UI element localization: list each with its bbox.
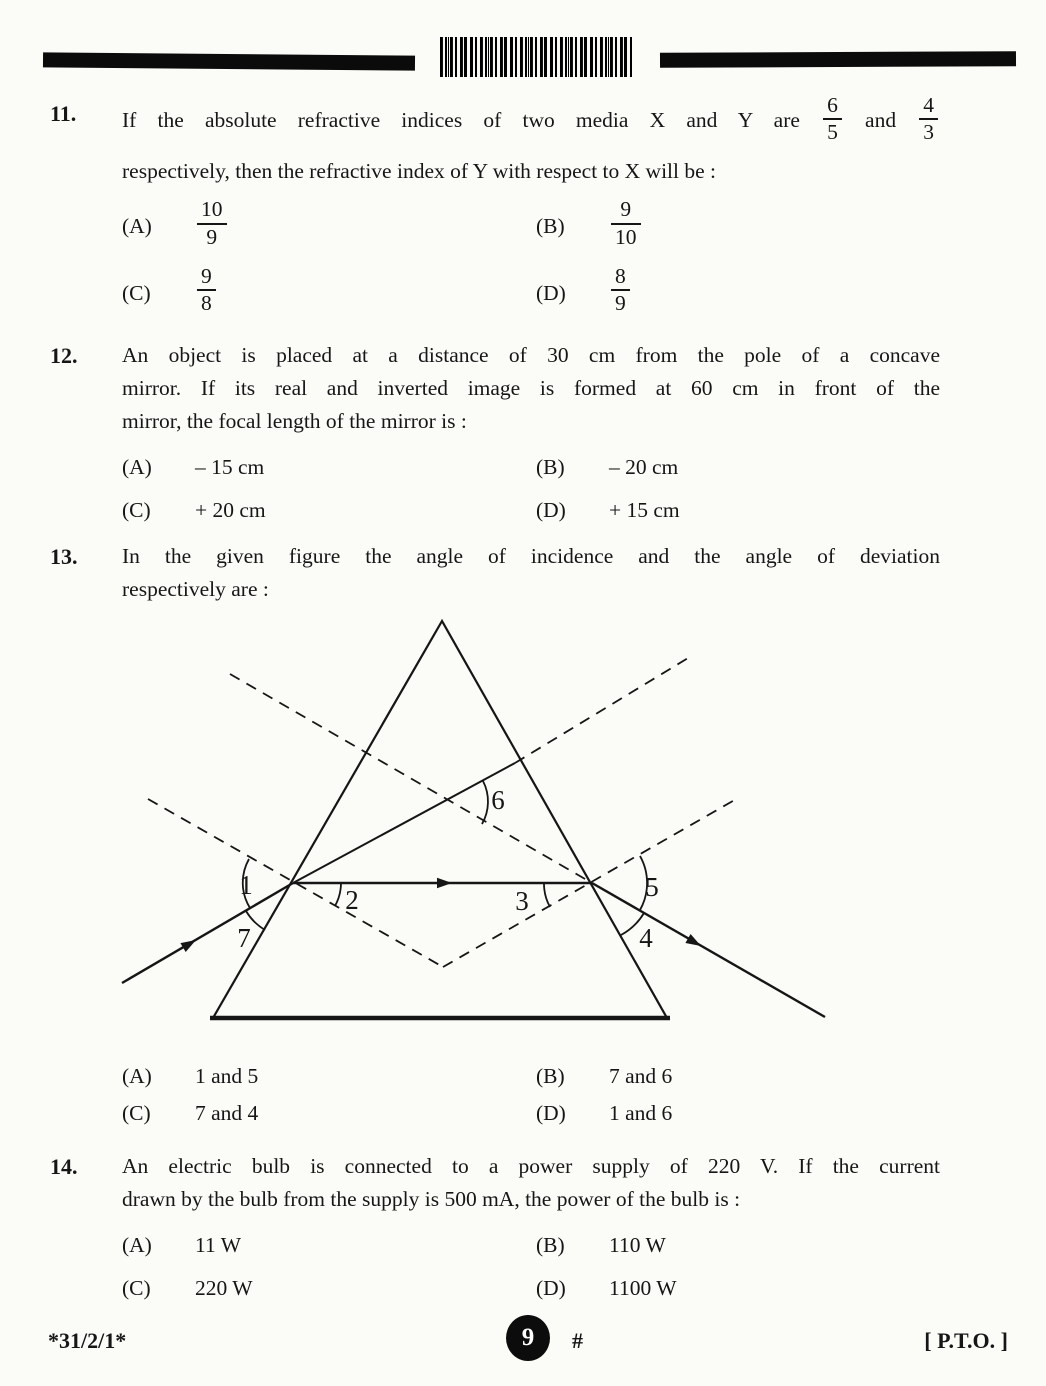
footer-hash: # — [572, 1328, 583, 1353]
option-fraction: $\frac{10}{9}$ — [197, 198, 227, 248]
option-value: 110 W — [609, 1233, 666, 1257]
option-letter: (C) — [122, 280, 151, 305]
question-number: 11. — [50, 101, 77, 126]
question-text: If the absolute refractive indices of two media X and Y are — [122, 108, 800, 133]
question-12 — [50, 339, 940, 527]
fraction-y: $\frac{4}{3}$ — [919, 94, 938, 144]
option-value: – 15 cm — [195, 455, 265, 479]
option-letter: (D) — [536, 1276, 566, 1300]
question-line: mirror, the focal length of the mirror is : — [122, 409, 467, 433]
options — [122, 197, 940, 318]
question-line: An object is placed at a distance of 30 cm from the pole of a concave — [122, 343, 940, 367]
question-11 — [50, 93, 940, 318]
option-value: + 20 cm — [195, 498, 266, 522]
angle-label-6: 6 — [491, 785, 505, 815]
option-fraction: $\frac{8}{9}$ — [611, 265, 630, 315]
fraction-x: $\frac{6}{5}$ — [823, 94, 842, 144]
question-number: 12. — [50, 343, 78, 368]
option-letter: (A) — [122, 214, 152, 239]
option-letter: (C) — [122, 1276, 151, 1300]
option-letter: (B) — [536, 455, 565, 479]
refracted-ray-arrowhead — [437, 878, 452, 888]
option-b — [536, 1229, 666, 1262]
option-row — [122, 494, 940, 527]
angle-arc-3 — [544, 883, 550, 907]
option-row — [122, 1060, 940, 1093]
options — [122, 451, 940, 527]
angle-arc-6 — [482, 781, 488, 824]
angle-label-3: 3 — [515, 886, 529, 916]
prism-ray-diagram — [100, 600, 950, 1050]
question-body — [122, 1150, 940, 1305]
options — [122, 1229, 940, 1305]
option-letter: (B) — [536, 214, 565, 239]
option-c — [122, 1097, 536, 1130]
option-row — [122, 263, 940, 318]
angle-label-7: 7 — [237, 923, 251, 953]
question-body — [122, 540, 940, 606]
question-line: In the given figure the angle of incidence and the angle of deviation — [122, 544, 940, 568]
option-row — [122, 1097, 940, 1130]
question-line: respectively, then the refractive index of Y with respect to X will be : — [122, 159, 717, 184]
option-value: 7 and 6 — [609, 1064, 673, 1088]
option-letter: (D) — [536, 498, 566, 522]
question-14 — [50, 1150, 940, 1305]
option-value: 7 and 4 — [195, 1101, 259, 1125]
angle-label-1: 1 — [239, 870, 253, 900]
option-value: + 15 cm — [609, 498, 680, 522]
question-13 — [50, 540, 940, 606]
emergent-ray-arrowhead — [685, 934, 703, 950]
option-c — [122, 1272, 536, 1305]
angle-label-2: 2 — [345, 885, 359, 915]
option-a — [122, 1060, 536, 1093]
option-d — [536, 494, 680, 527]
question-13-options — [122, 1060, 940, 1130]
question-number: 13. — [50, 544, 78, 569]
question-line: mirror. If its real and inverted image is formed at 60 cm in front of the — [122, 376, 940, 400]
option-b — [536, 1060, 672, 1093]
question-body — [122, 93, 940, 318]
option-a — [122, 1229, 536, 1262]
option-b — [536, 197, 643, 251]
prism-triangle — [213, 621, 667, 1018]
angle-label-5: 5 — [645, 872, 659, 902]
question-line: An electric bulb is connected to a power supply of 220 V. If the current — [122, 1154, 940, 1178]
incident-ray-extension-dashed — [515, 655, 693, 763]
option-letter: (B) — [536, 1064, 565, 1088]
incident-ray-arrowhead — [180, 936, 198, 953]
page-number: 9 — [521, 1324, 535, 1351]
option-letter: (B) — [536, 1233, 565, 1257]
option-value: 1100 W — [609, 1276, 677, 1300]
option-fraction: $\frac{9}{8}$ — [197, 265, 216, 315]
question-number: 14. — [50, 1154, 78, 1179]
option-letter: (C) — [122, 498, 151, 522]
barcode-icon — [440, 37, 632, 77]
emergent-ray — [592, 883, 825, 1017]
option-letter: (D) — [536, 280, 566, 305]
incident-ray — [122, 883, 293, 983]
option-value: 11 W — [195, 1233, 241, 1257]
footer-paper-code: *31/2/1* — [48, 1328, 127, 1353]
question-line — [122, 93, 940, 147]
question-text: and — [865, 108, 897, 133]
option-value: 1 and 5 — [195, 1064, 259, 1088]
option-a — [122, 197, 536, 251]
option-d — [536, 1097, 672, 1130]
option-value: 1 and 6 — [609, 1101, 673, 1125]
header-rule-right — [660, 51, 1016, 68]
option-a — [122, 451, 536, 484]
option-value: – 20 cm — [609, 455, 679, 479]
option-d — [536, 1272, 676, 1305]
angle-label-4: 4 — [639, 923, 653, 953]
emergent-ray-back-extension-dashed — [230, 674, 592, 883]
header-rule-left — [43, 52, 415, 70]
question-body — [122, 339, 940, 527]
option-letter: (C) — [122, 1101, 151, 1125]
option-row — [122, 451, 940, 484]
option-letter: (A) — [122, 1233, 152, 1257]
option-fraction: $\frac{9}{10}$ — [611, 198, 641, 248]
option-letter: (A) — [122, 455, 152, 479]
option-d — [536, 263, 632, 318]
option-row — [122, 1272, 940, 1305]
angle-arc-2 — [335, 883, 341, 906]
page-number-badge — [506, 1315, 550, 1361]
option-value: 220 W — [195, 1276, 253, 1300]
option-row — [122, 197, 940, 251]
option-row — [122, 1229, 940, 1262]
footer-pto: [ P.T.O. ] — [924, 1328, 1008, 1353]
question-line: drawn by the bulb from the supply is 500 mA, the power of the bulb is : — [122, 1187, 741, 1211]
question-line: respectively are : — [122, 577, 269, 601]
option-c — [122, 263, 536, 318]
option-letter: (D) — [536, 1101, 566, 1125]
option-b — [536, 451, 678, 484]
option-c — [122, 494, 536, 527]
option-letter: (A) — [122, 1064, 152, 1088]
